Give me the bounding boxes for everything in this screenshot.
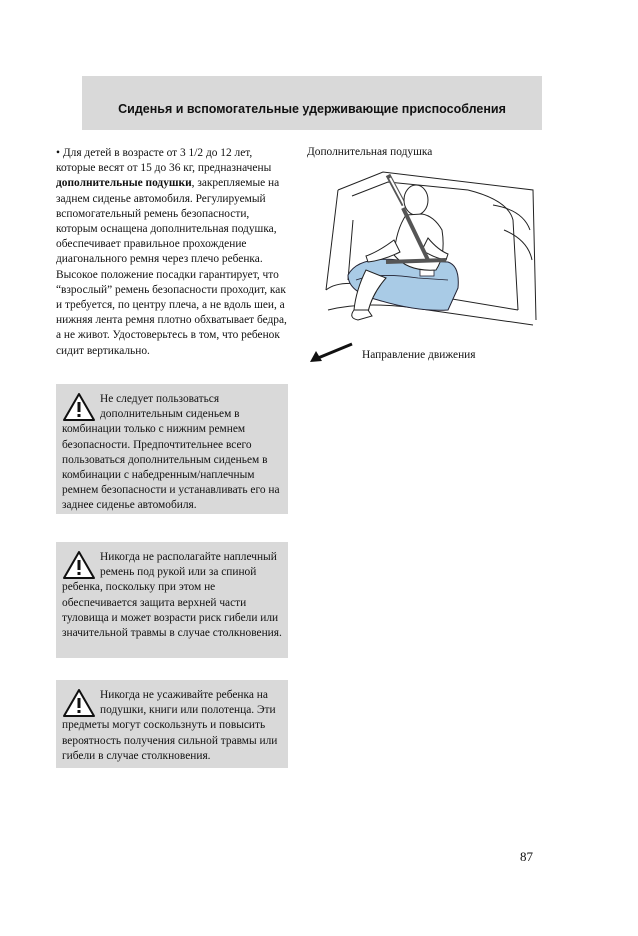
- direction-arrow-icon: [308, 340, 356, 364]
- page-number: 87: [520, 849, 533, 864]
- booster-seat-illustration: [308, 160, 538, 335]
- body-text-part2: , закрепляемые на заднем сиденье автомобиля. Регулируемый вспомогательный ремень безопасности, которым оснащена дополнительная подушка, обеспечивает правильное прохождение диагонального ремня через плечо ребенка. Высокое положение посадки гарантирует, что “взрослый” ремень безопасности проходит, как и требуется, по центру плеча, а не вдоль шеи, а нижняя лента ремня плотно обхватывает бедра, а не живот. Удостоверьтесь в том, что ребенок сидит вертикально.: [56, 177, 287, 357]
- body-paragraph: [56, 146, 292, 359]
- warning-text-3: Никогда не усаживайте ребенка на подушки, книги или полотенца. Эти предметы могут соскользнуть и повысить вероятность получения сильной травмы или гибели в случае столкновения.: [62, 689, 278, 762]
- body-text-part1: Для детей в возрасте от 3 1/2 до 12 лет, которые весят от 15 до 36 кг, предназначены: [56, 147, 272, 175]
- warning-triangle-icon: [62, 688, 96, 718]
- warning-box-1: [56, 384, 288, 514]
- warning-box-2: [56, 542, 288, 658]
- warning-text-1: Не следует пользоваться дополнительным сиденьем в комбинации только с нижним ремнем безопасности. Предпочтительнее всего пользоваться дополнительным сиденьем в комбинации с набедренным/наплечным ремнем безопасности и устанавливать его на заднее сиденье автомобиля.: [62, 393, 280, 512]
- header-bar: [82, 76, 542, 130]
- warning-triangle-icon: [62, 550, 96, 580]
- page-title: Сиденья и вспомогательные удерживающие приспособления: [118, 102, 506, 116]
- warning-triangle-icon: [62, 392, 96, 422]
- warning-text-2: Никогда не располагайте наплечный ремень под рукой или за спиной ребенка, поскольку при этом не обеспечивается защита верхней части туловища и может возрасти риск гибели или значительной травмы в случае столкновения.: [62, 551, 282, 640]
- body-text-bold: дополнительные подушки: [56, 177, 192, 190]
- figure-caption: Дополнительная подушка: [307, 146, 433, 158]
- direction-label: Направление движения: [362, 349, 476, 361]
- bullet: •: [56, 147, 60, 159]
- warning-box-3: [56, 680, 288, 768]
